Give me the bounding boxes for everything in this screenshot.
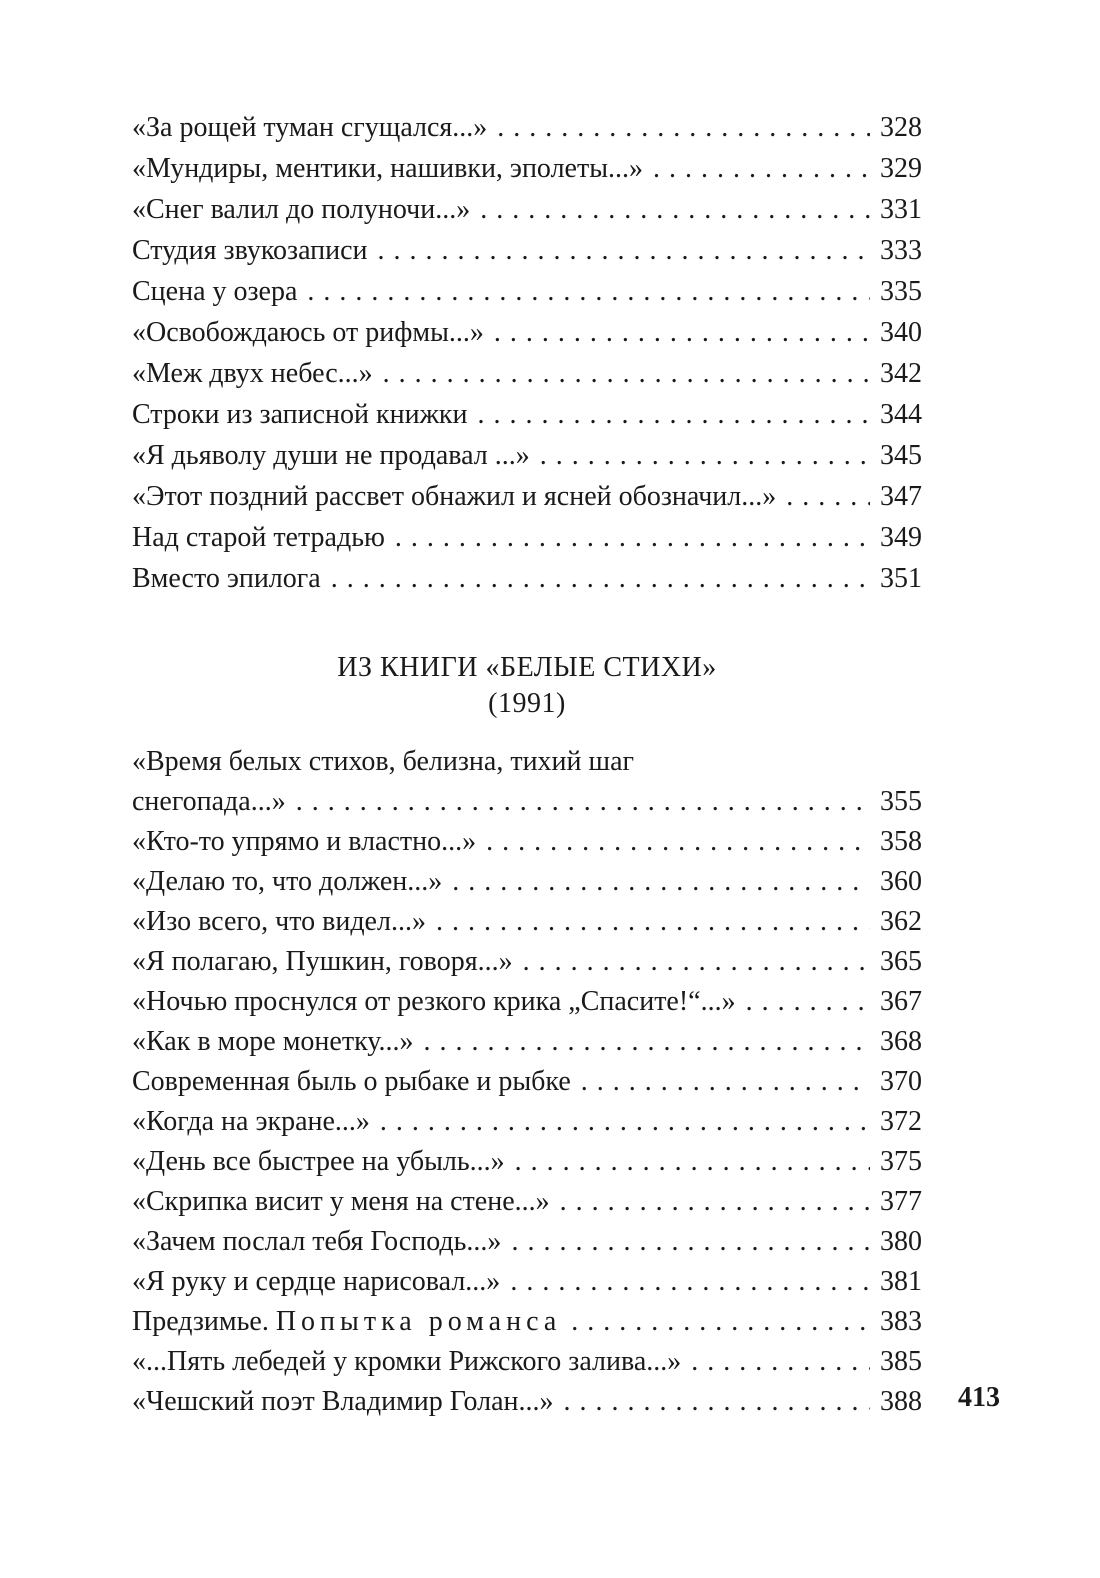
toc-entry [132,271,922,312]
toc-entry-title: «...Пять лебедей у кромки Рижского залива...» [132,1346,682,1377]
page-number: 413 [958,1382,1000,1413]
toc-entry-page: 342 [880,358,922,389]
dot-leader [564,1382,870,1422]
toc-entry-page: 349 [880,522,922,553]
toc-entry [132,353,922,394]
toc-entry-title: Сцена у озера [132,276,298,307]
toc-entry-page: 360 [880,866,922,897]
toc-entry-page: 370 [880,1066,922,1097]
dot-leader [560,1182,870,1222]
dot-leader [480,189,870,230]
dot-leader [494,312,870,353]
toc-entry [132,394,922,435]
toc-entry-page: 351 [880,563,922,594]
toc-entry-title: «Я руку и сердце нарисовал...» [132,1266,501,1297]
dot-leader [515,1142,870,1182]
toc-entry-page: 333 [880,235,922,266]
section-heading [132,650,922,722]
toc-entry-page: 367 [880,986,922,1017]
toc-entry [132,517,922,558]
toc-entry [132,1222,922,1262]
toc-entry [132,1182,922,1222]
dot-leader [452,862,870,902]
toc-entry-title: Вместо эпилога [132,563,321,594]
dot-leader [581,1062,870,1102]
toc-entry [132,822,922,862]
toc-entry [132,558,922,599]
toc-entry-page: 381 [880,1266,922,1297]
toc-entry-title: «День все быстрее на убыль...» [132,1146,505,1177]
toc-list-part2 [132,742,922,1422]
toc-entry [132,902,922,942]
dot-leader [380,1102,870,1142]
toc-entry-page: 347 [880,481,922,512]
toc-entry-title-line1: «Время белых стихов, белизна, тихий шаг [132,746,634,777]
toc-entry-title: Строки из записной книжки [132,399,468,430]
toc-entry-page: 355 [880,786,922,817]
toc-entry-title: «Снег валил до полуночи...» [132,194,471,225]
toc-entry-title-spaced: Попытка романса [275,1306,562,1337]
toc-entry-title: «Ночью проснулся от резкого крика „Спасите!“...» [132,986,736,1017]
dot-leader [523,942,870,982]
toc-entry-page: 388 [880,1386,922,1417]
dot-leader [383,353,870,394]
toc-entry-line2 [132,782,922,822]
dot-leader [510,1262,870,1302]
toc-entry [132,1342,922,1382]
toc-entry-title: Над старой тетрадью [132,522,385,553]
dot-leader [497,107,870,148]
dot-leader [331,558,870,599]
toc-entry-title-line2: снегопада...» [132,786,286,817]
toc-entry-page: 385 [880,1346,922,1377]
toc-entry-page: 335 [880,276,922,307]
dot-leader [378,230,870,271]
dot-leader [691,1342,870,1382]
dot-leader [296,782,870,822]
toc-entry [132,862,922,902]
toc-entry-page: 344 [880,399,922,430]
toc-entry-title: «Делаю то, что должен...» [132,866,443,897]
toc-entry [132,1142,922,1182]
toc-entry [132,942,922,982]
dot-leader [436,902,870,942]
dot-leader [486,822,870,862]
toc-entry [132,312,922,353]
toc-entry-title: «Я дьяволу души не продавал ...» [132,440,530,471]
toc-entry-title: «Этот поздний рассвет обнажил и ясней обозначил...» [132,481,777,512]
dot-leader [511,1222,870,1262]
toc-entry-title: «Чешский поэт Владимир Голан...» [132,1386,554,1417]
toc-entry-page: 380 [880,1226,922,1257]
section-year: (1991) [488,688,566,719]
dot-leader [571,1302,870,1342]
toc-entry [132,1022,922,1062]
toc-list-part1 [132,107,922,599]
toc-entry-page: 375 [880,1146,922,1177]
toc-entry-page: 365 [880,946,922,977]
toc-entry [132,1262,922,1302]
toc-entry-title: Студия звукозаписи [132,235,368,266]
toc-entry-page: 358 [880,826,922,857]
toc-entry [132,476,922,517]
toc-entry [132,1102,922,1142]
toc-entry-page: 372 [880,1106,922,1137]
section-title: ИЗ КНИГИ «БЕЛЫЕ СТИХИ» [337,652,717,683]
toc-entry-title: «Зачем послал тебя Господь...» [132,1226,502,1257]
dot-leader [653,148,870,189]
toc-entry-title: Современная быль о рыбаке и рыбке [132,1066,571,1097]
toc-entry [132,107,922,148]
toc-entry-page: 383 [880,1306,922,1337]
toc-entry-title: «Изо всего, что видел...» [132,906,426,937]
toc-entry-title: «Когда на экране...» [132,1106,370,1137]
toc-entry-page: 368 [880,1026,922,1057]
toc-entry-page: 331 [880,194,922,225]
dot-leader [746,982,870,1022]
toc-entry-title: «За рощей туман сгущался...» [132,112,488,143]
toc-entry-title-plain: Предзимье. [132,1306,269,1337]
toc-entry-title: «Скрипка висит у меня на стене...» [132,1186,550,1217]
dot-leader [540,435,870,476]
toc-entry [132,189,922,230]
toc-entry-title: «Меж двух небес...» [132,358,373,389]
toc-entry [132,1382,922,1422]
toc-entry-title: «Мундиры, ментики, нашивки, эполеты...» [132,153,644,184]
dot-leader [395,517,870,558]
toc-entry-page: 329 [880,153,922,184]
dot-leader [786,476,870,517]
toc-entry-page: 340 [880,317,922,348]
dot-leader [423,1022,870,1062]
toc-entry-page: 377 [880,1186,922,1217]
toc-entry [132,435,922,476]
toc-entry-title: «Я полагаю, Пушкин, говоря...» [132,946,513,977]
toc-entry [132,982,922,1022]
toc-entry [132,148,922,189]
toc-entry-title: «Как в море монетку...» [132,1026,414,1057]
toc-entry-multiline [132,742,922,822]
toc-entry [132,1302,922,1342]
toc-entry-title: «Освобождаюсь от рифмы...» [132,317,484,348]
dot-leader [478,394,870,435]
toc-entry-title [132,1302,561,1342]
toc-entry-page: 328 [880,112,922,143]
toc-entry-page: 362 [880,906,922,937]
toc-entry-page: 345 [880,440,922,471]
toc-entry-title: «Кто-то упрямо и властно...» [132,826,477,857]
dot-leader [307,271,870,312]
toc-entry [132,1062,922,1102]
toc-entry [132,230,922,271]
